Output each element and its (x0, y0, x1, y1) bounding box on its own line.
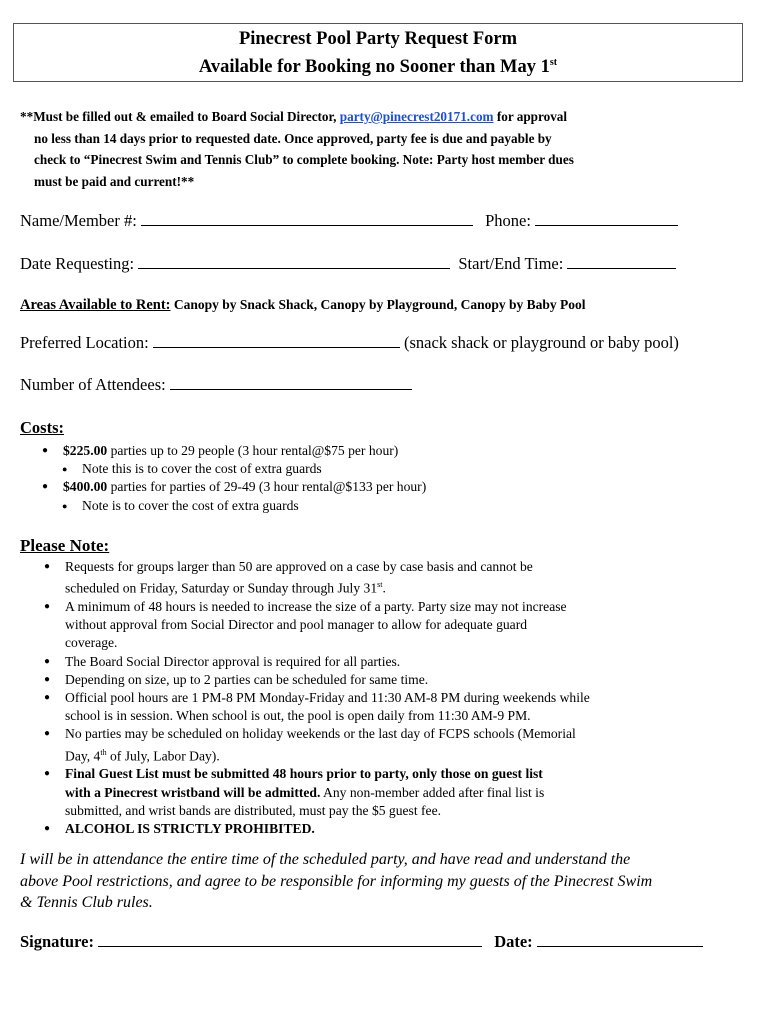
list-item: ● A minimum of 48 hours is needed to increase the size of a party. Party size may not increase without approval from Social Director and pool manager to allow for adequate guard coverage. (44, 598, 590, 653)
intro-paragraph: **Must be filled out & emailed to Board Social Director, party@pinecrest20171.com for approval no less than 14 days prior to requested date. Once approved, party fee is due and payable by check to “Pinecrest Swim and Tennis Club” to complete booking. Note: Party host member dues must be paid and current!** (20, 109, 574, 189)
list-item: ● Official pool hours are 1 PM-8 PM Monday-Friday and 11:30 AM-8 PM during weekends while school is in session. When school is out, the pool is open daily from 11:30 AM-9 PM. (44, 689, 590, 725)
name-field[interactable] (141, 212, 473, 226)
date-signed-field[interactable] (537, 933, 703, 947)
list-item: ● The Board Social Director approval is required for all parties. (44, 653, 590, 671)
date-signed-label: Date: (494, 932, 533, 951)
signature-row (20, 932, 703, 952)
areas-available: Areas Available to Rent: Canopy by Snack Shack, Canopy by Playground, Canopy by Baby Pool (20, 297, 586, 313)
location-hint: (snack shack or playground or baby pool) (403, 333, 679, 352)
email-link[interactable]: party@pinecrest20171.com (339, 109, 494, 124)
phone-field[interactable] (535, 212, 678, 226)
location-field[interactable] (153, 334, 400, 348)
attendees-field[interactable] (170, 376, 412, 390)
list-item: ● ALCOHOL IS STRICTLY PROHIBITED. (44, 820, 590, 838)
signature-label: Signature: (20, 932, 94, 951)
notes-heading: Please Note: (20, 536, 110, 555)
form-subtitle: Available for Booking no Sooner than May 1st (198, 57, 558, 78)
list-item: ● Depending on size, up to 2 parties can be scheduled for same time. (44, 671, 590, 689)
attendees-row (20, 375, 412, 395)
location-row (20, 333, 679, 353)
list-item: ● Note is to cover the cost of extra guards (42, 497, 426, 515)
date-label: Date Requesting: (20, 254, 135, 273)
location-label: Preferred Location: (20, 333, 149, 352)
form-title: Pinecrest Pool Party Request Form (238, 29, 518, 49)
list-item: ● Final Guest List must be submitted 48 hours prior to party, only those on guest list with a Pinecrest wristband will be admitted. Any non-member added after final list is submitted, and wrist bands are distributed, must pay the $5 guest fee. (44, 765, 590, 820)
attendees-label: Number of Attendees: (20, 375, 166, 394)
time-label: Start/End Time: (458, 254, 564, 273)
list-item: ● Note this is to cover the cost of extra guards (42, 460, 426, 478)
costs-list (42, 442, 426, 515)
time-field[interactable] (567, 255, 676, 269)
form-title-box (13, 23, 743, 82)
list-item: ● $225.00 parties up to 29 people (3 hour rental@$75 per hour) ● Note this is to cover the cost of extra guards (42, 442, 426, 478)
date-field[interactable] (138, 255, 450, 269)
costs-heading: Costs: (20, 418, 64, 437)
list-item: ● Requests for groups larger than 50 are approved on a case by case basis and cannot be scheduled on Friday, Saturday or Sunday through July 31st. (44, 558, 590, 598)
notes-list (44, 558, 590, 838)
signature-field[interactable] (98, 933, 482, 947)
name-label: Name/Member #: (20, 211, 137, 230)
list-item: ● No parties may be scheduled on holiday weekends or the last day of FCPS schools (Memorial Day, 4th of July, Labor Day). (44, 725, 590, 765)
phone-label: Phone: (485, 211, 531, 230)
acknowledgement-paragraph: I will be in attendance the entire time of the scheduled party, and have read and understand the above Pool restrictions, and agree to be responsible for informing my guests of the Pinecrest Swim & Tennis Club rules. (20, 851, 653, 911)
date-time-row (20, 254, 676, 274)
list-item: ● $400.00 parties for parties of 29-49 (3 hour rental@$133 per hour) ● Note is to cover the cost of extra guards (42, 478, 426, 514)
name-phone-row (20, 211, 678, 231)
